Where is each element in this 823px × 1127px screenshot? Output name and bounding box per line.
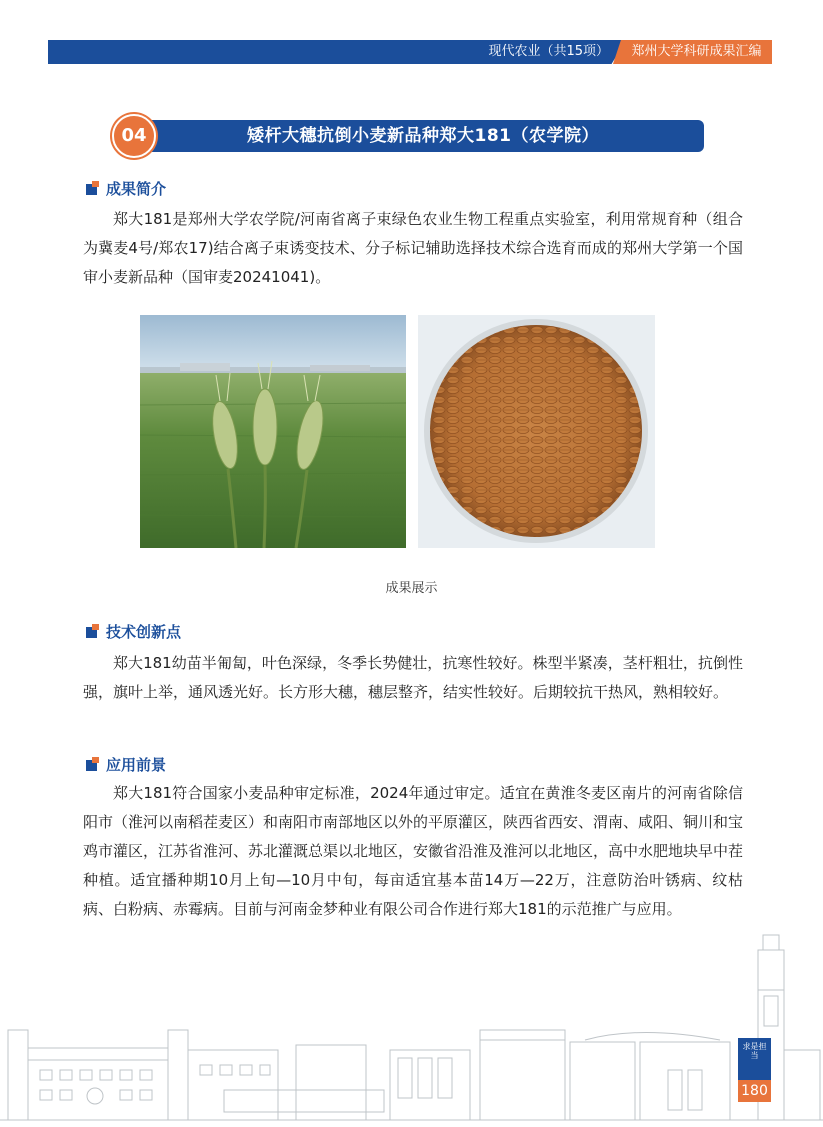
wheat-grain-photo [418, 315, 655, 548]
campus-skyline-illustration [0, 930, 823, 1123]
section-heading-summary [86, 178, 166, 198]
section-heading-innovation [86, 621, 181, 641]
section-title: 成果简介 [106, 179, 167, 198]
category-label: 现代农业（共15项） [488, 44, 609, 59]
summary-paragraph: 郑大181是郑州大学农学院/河南省离子束绿色农业生物工程重点实验室，利用常规育种（组合为冀麦4号/郑农17)结合离子束诱变技术、分子标记辅助选择技术综合选育而成的郑州大学第一个国审小麦新品种（国审麦20241041)。 [83, 210, 743, 286]
section-bullet-icon [86, 624, 100, 638]
page-number: 180 [738, 1080, 771, 1102]
section-title: 技术创新点 [106, 622, 182, 641]
achievement-title [112, 114, 706, 156]
section-heading-prospects [86, 754, 166, 774]
section-bullet-icon [86, 757, 100, 771]
wheat-field-photo [140, 315, 406, 548]
prospects-paragraph: 郑大181符合国家小麦品种审定标准，2024年通过审定。适宜在黄淮冬麦区南片的河南省除信阳市（淮河以南稻茬麦区）和南阳市南部地区以外的平原灌区，陕西省西安、渭南、咸阳、铜川和宝鸡市灌区，江苏省淮河、苏北灌溉总渠以北地区，安徽省沿淮及淮河以北地区，高中水肥地块早中茬种植。适宜播种期10月上旬—10月中旬，每亩适宜基本苗14万—22万，注意防治叶锈病、纹枯病、白粉病、赤霉病。目前与河南金梦种业有限公司合作进行郑大181的示范推广与应用。 [83, 784, 744, 918]
figure-caption: 成果展示 [385, 581, 438, 596]
section-bullet-icon [86, 181, 100, 195]
section-title: 应用前景 [106, 755, 167, 774]
top-banner [48, 40, 772, 64]
page-title: 矮杆大穗抗倒小麦新品种郑大181（农学院） [247, 126, 599, 146]
achievement-number-badge: 04 [112, 114, 156, 158]
innovation-paragraph: 郑大181幼苗半匍匐，叶色深绿，冬季长势健壮，抗寒性较好。株型半紧凑，茎杆粗壮，抗倒性强，旗叶上举，通风透光好。长方形大穗，穗层整齐，结实性较好。后期较抗干热风，熟相较好。 [83, 654, 743, 701]
collection-label: 郑州大学科研成果汇编 [631, 44, 762, 59]
badge-seal-text: 求是担当 [742, 1042, 767, 1060]
